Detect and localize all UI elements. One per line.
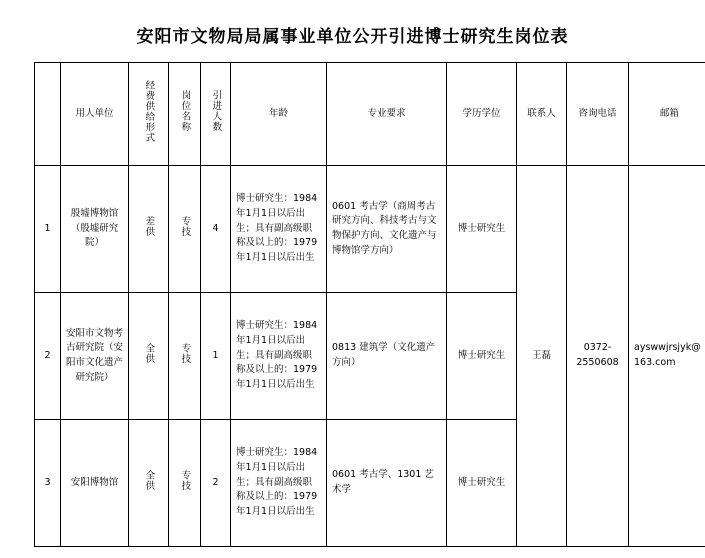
cell-degree: 博士研究生	[447, 166, 517, 293]
cell-intake-count: 4	[201, 166, 231, 293]
cell-post-name	[169, 293, 201, 420]
cell-unit: 安阳博物馆	[61, 420, 129, 547]
cell-degree: 博士研究生	[447, 293, 517, 420]
column-header-email: 邮箱	[629, 63, 705, 166]
cell-post-name	[169, 420, 201, 547]
column-header-age: 年龄	[231, 63, 327, 166]
cell-email: ayswwjrsjyk@163.com	[629, 166, 705, 547]
cell-seq: 2	[35, 293, 61, 420]
column-header-post-name-label: 岗位名称	[179, 90, 191, 133]
cell-funding	[129, 293, 169, 420]
cell-major: 0813 建筑学（文化遗产方向）	[327, 293, 447, 420]
column-header-seq	[35, 63, 61, 166]
cell-age: 博士研究生：1984年1月1日以后出生；具有副高级职称及以上的：1979年1月1日以后出生	[231, 293, 327, 420]
column-header-unit: 用人单位	[61, 63, 129, 166]
cell-seq: 1	[35, 166, 61, 293]
cell-funding	[129, 420, 169, 547]
column-header-intake-count-label: 引进人数	[210, 90, 222, 133]
column-header-funding	[129, 63, 169, 166]
column-header-degree: 学历学位	[447, 63, 517, 166]
cell-post-name-label: 专技	[179, 342, 191, 364]
cell-age: 博士研究生：1984年1月1日以后出生；具有副高级职称及以上的：1979年1月1日以后出生	[231, 166, 327, 293]
cell-funding-label: 全供	[143, 342, 155, 364]
cell-unit: 殷墟博物馆（殷墟研究院）	[61, 166, 129, 293]
cell-contact: 王磊	[517, 166, 567, 547]
cell-intake-count: 2	[201, 420, 231, 547]
cell-degree: 博士研究生	[447, 420, 517, 547]
cell-funding-label: 全供	[143, 469, 155, 491]
table-row	[35, 166, 705, 293]
column-header-funding-label: 经费供给形式	[143, 79, 155, 143]
column-header-contact: 联系人	[517, 63, 567, 166]
cell-seq: 3	[35, 420, 61, 547]
cell-post-name	[169, 166, 201, 293]
cell-major: 0601 考古学（商周考古研究方向、科技考古与文物保护方向、文化遗产与博物馆学方向）	[327, 166, 447, 293]
column-header-intake-count	[201, 63, 231, 166]
cell-intake-count: 1	[201, 293, 231, 420]
column-header-major: 专业要求	[327, 63, 447, 166]
cell-funding-label: 差供	[143, 215, 155, 237]
cell-major: 0601 考古学、1301 艺术学	[327, 420, 447, 547]
table-body	[35, 166, 705, 547]
page-title: 安阳市文物局局属事业单位公开引进博士研究生岗位表	[136, 27, 569, 47]
table-header-row	[35, 63, 705, 166]
cell-age: 博士研究生：1984年1月1日以后出生；具有副高级职称及以上的：1979年1月1日以后出生	[231, 420, 327, 547]
cell-funding	[129, 166, 169, 293]
column-header-post-name	[169, 63, 201, 166]
cell-unit: 安阳市文物考古研究院（安阳市文化遗产研究院）	[61, 293, 129, 420]
cell-phone: 0372-2550608	[567, 166, 629, 547]
job-positions-table	[34, 62, 705, 547]
cell-post-name-label: 专技	[179, 215, 191, 237]
cell-post-name-label: 专技	[179, 469, 191, 491]
column-header-phone: 咨询电话	[567, 63, 629, 166]
